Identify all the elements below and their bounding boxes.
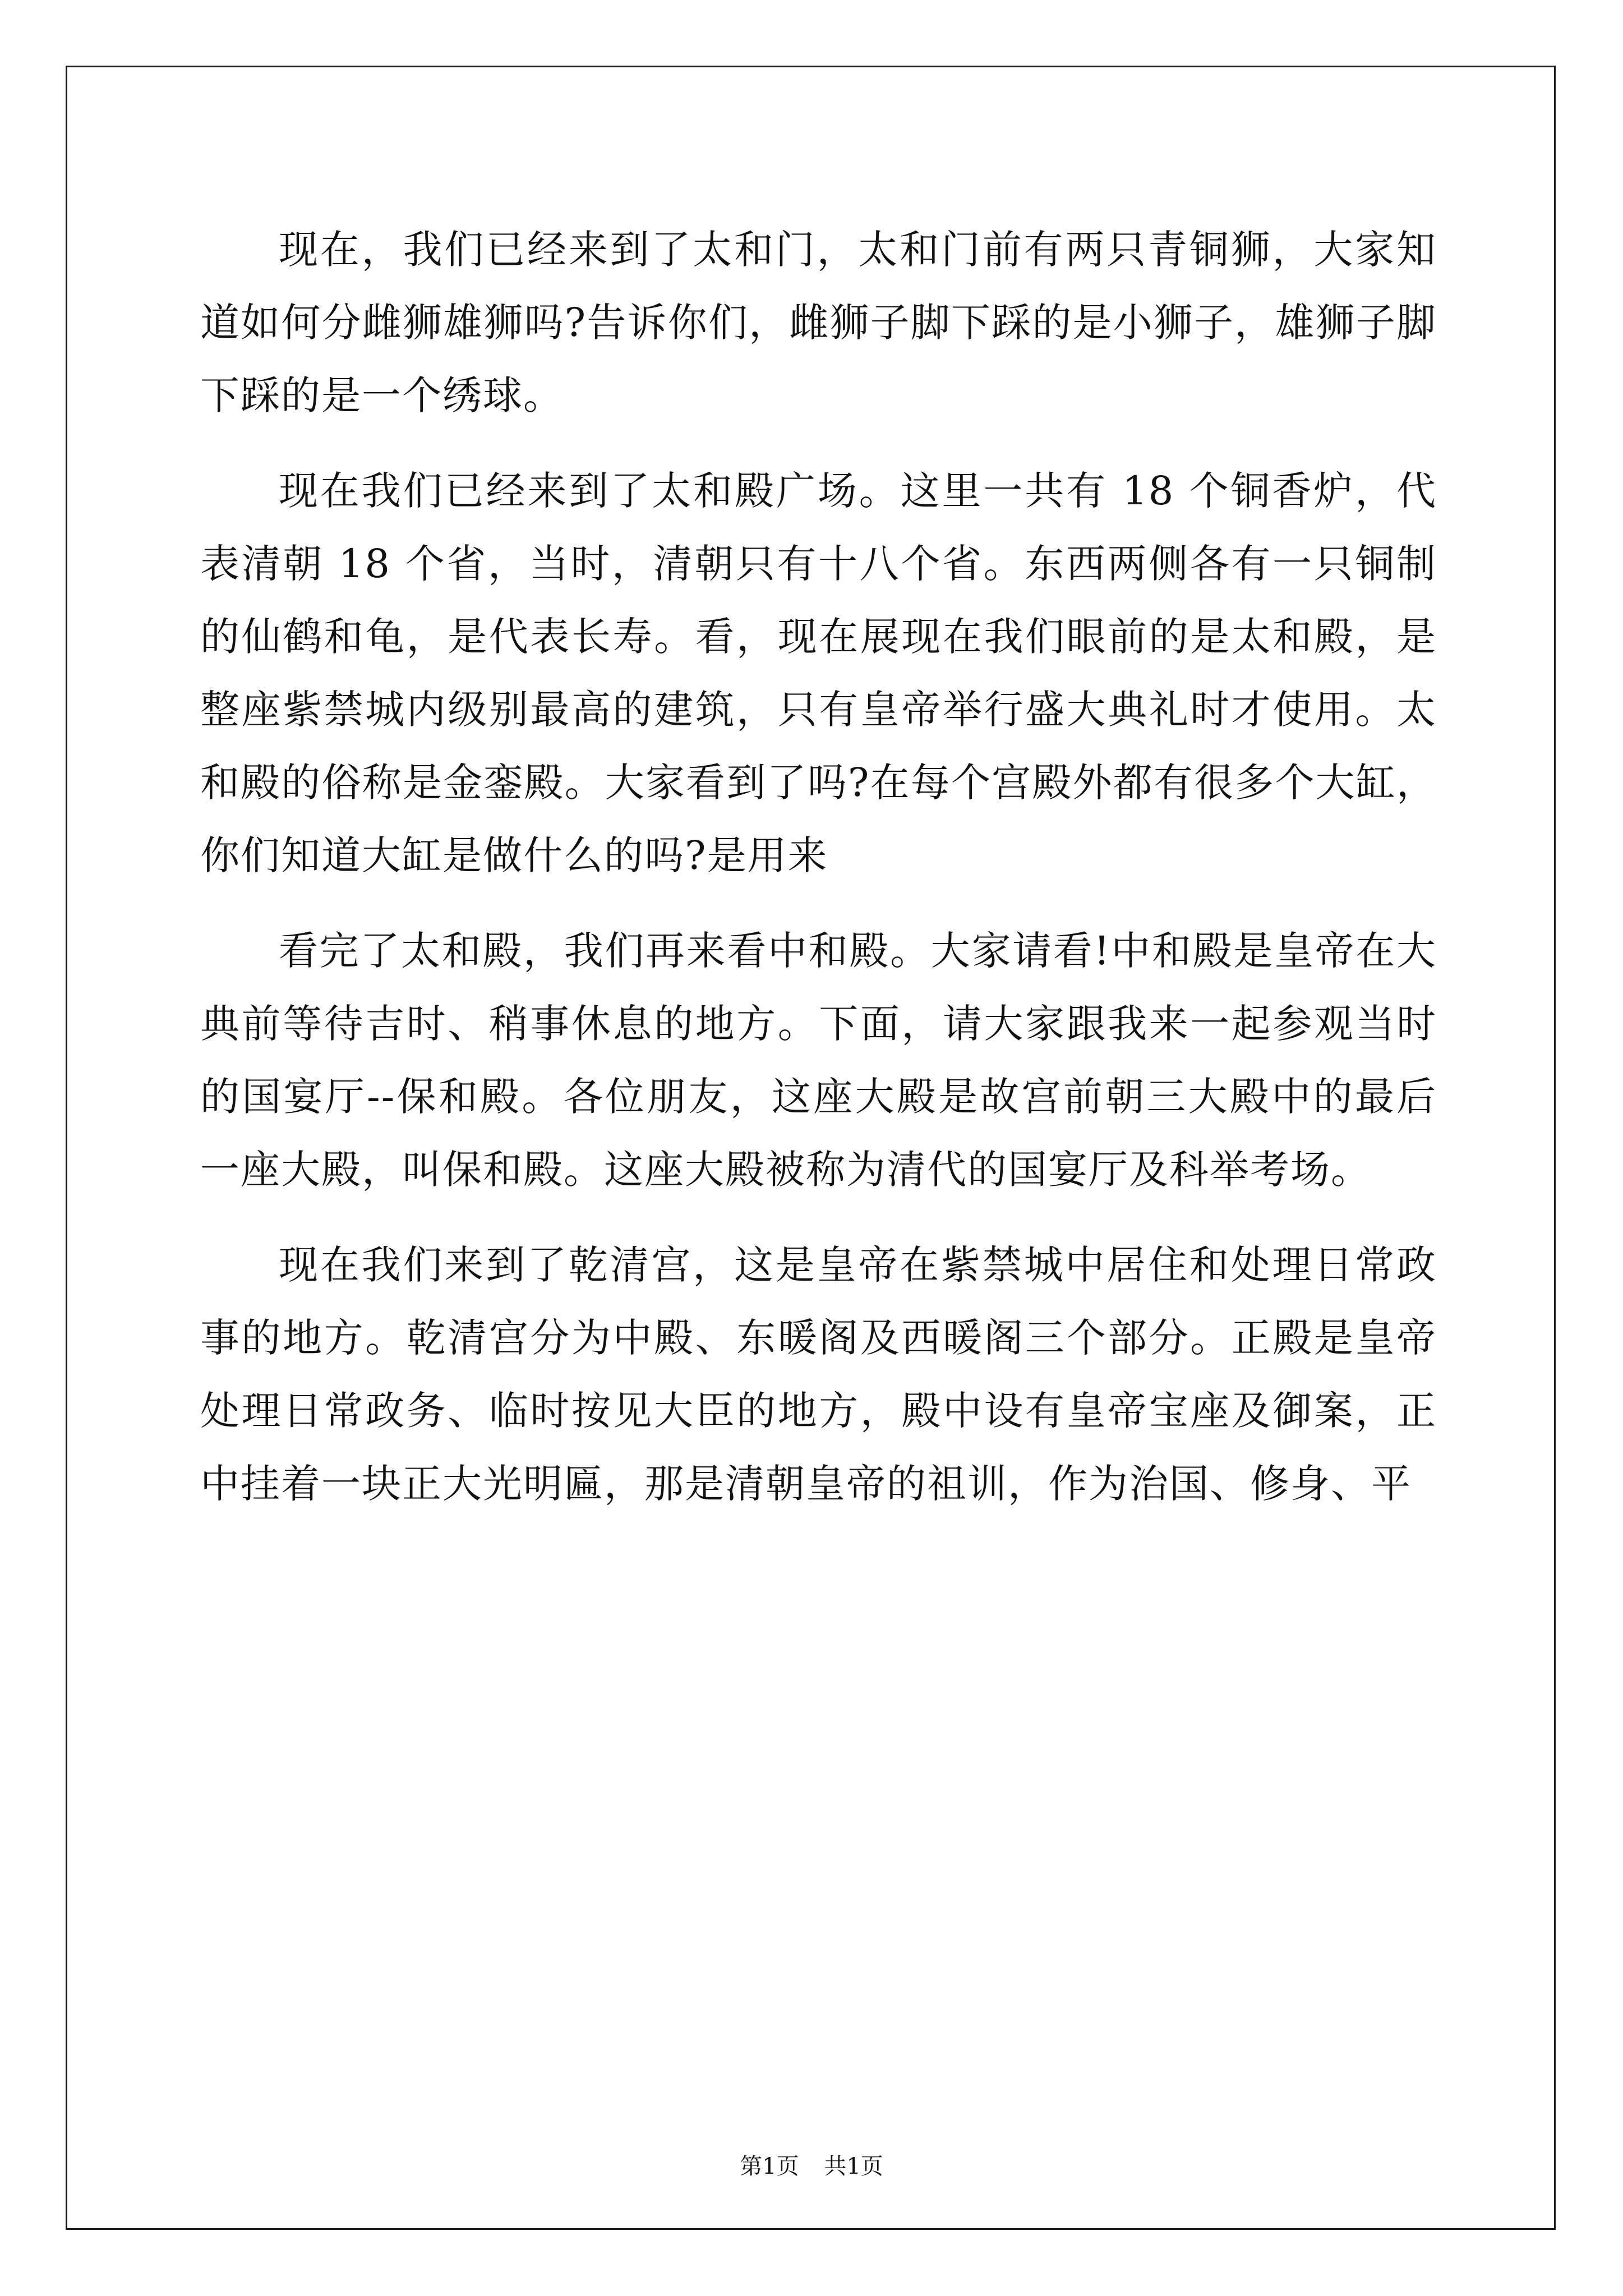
document-body [200,213,1437,1543]
page-footer [0,2148,1623,2180]
total-pages: 共1页 [824,2154,883,2179]
paragraph-taihe-gate: 现在，我们已经来到了太和门，太和门前有两只青铜狮，大家知道如何分雌狮雄狮吗?告诉你们，雌狮子脚下踩的是小狮子，雄狮子脚下踩的是一个绣球。 [200,227,1437,418]
paragraph-zhonghe-baohe-hall: 看完了太和殿，我们再来看中和殿。大家请看!中和殿是皇帝在大典前等待吉时、稍事休息的地方。下面，请大家跟我来一起参观当时的国宴厅--保和殿。各位朋友，这座大殿是故宫前朝三大殿中的最后一座大殿，叫保和殿。这座大殿被称为清代的国宴厅及科举考场。 [200,928,1437,1193]
page-number: 第1页 [740,2154,799,2179]
paragraph-taihe-hall: 现在我们已经来到了太和殿广场。这里一共有 18 个铜香炉，代表清朝 18 个省，当时，清朝只有十八个省。东西两侧各有一只铜制的仙鹤和龟，是代表长寿。看，现在展现在我们眼前的是太和殿，是整座紫禁城内级别最高的建筑，只有皇帝举行盛大典礼时才使用。太和殿的俗称是金銮殿。大家看到了吗?在每个宫殿外都有很多个大缸，你们知道大缸是做什么的吗?是用来 [200,468,1437,878]
paragraph-qianqing-palace: 现在我们来到了乾清宫，这是皇帝在紫禁城中居住和处理日常政事的地方。乾清宫分为中殿、东暖阁及西暖阁三个部分。正殿是皇帝处理日常政务、临时按见大臣的地方，殿中设有皇帝宝座及御案，正中挂着一块正大光明匾，那是清朝皇帝的祖训，作为治国、修身、平 [200,1242,1437,1507]
